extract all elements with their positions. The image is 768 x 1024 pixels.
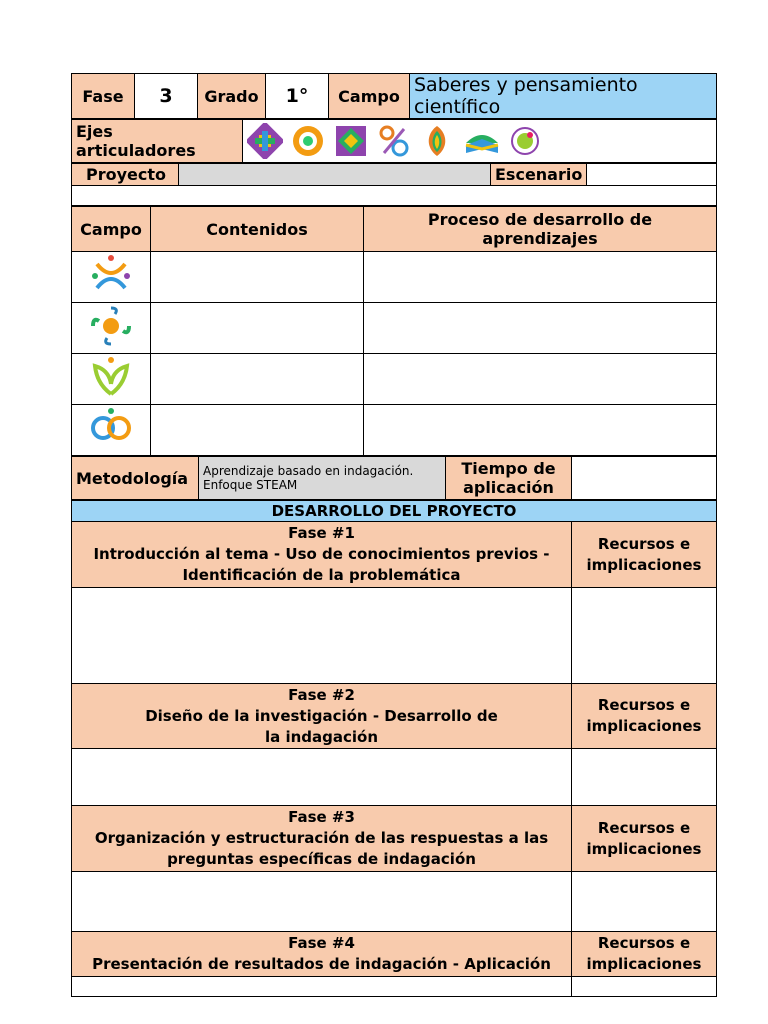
fase-4-content[interactable]: [72, 977, 572, 997]
fase-1-header: [72, 522, 572, 588]
proyecto-value[interactable]: [179, 164, 491, 186]
contenidos-header: Contenidos: [151, 207, 364, 252]
header-table: [71, 73, 717, 119]
fase-4-recursos-content[interactable]: [572, 977, 717, 997]
metodologia-line2: Enfoque STEAM: [203, 478, 298, 492]
fase-4-recursos: Recursos e implicaciones: [572, 932, 717, 977]
pensamiento-critico-icon: [290, 123, 326, 159]
contenidos-cell[interactable]: [151, 354, 364, 405]
fase-1-content[interactable]: [72, 588, 572, 684]
metodologia-label: Metodología: [72, 457, 199, 500]
metodologia-table: [71, 456, 717, 500]
fase-1-recursos: Recursos e implicaciones: [572, 522, 717, 588]
metodologia-line1: Aprendizaje basado en indagación.: [203, 464, 414, 478]
fase-value[interactable]: 3: [135, 74, 198, 119]
escenario-value[interactable]: [587, 164, 717, 186]
lectura-icon: [462, 123, 502, 159]
fase-2-recursos: Recursos e implicaciones: [572, 684, 717, 749]
fase-2-recursos-content[interactable]: [572, 749, 717, 806]
campo-value[interactable]: Saberes y pensamiento científico: [410, 74, 717, 119]
contenidos-table: [71, 206, 717, 456]
fase-2-content[interactable]: [72, 749, 572, 806]
fase-2-header: [72, 684, 572, 749]
etica-naturaleza-icon: [87, 354, 135, 400]
campo-row-icon: [72, 405, 151, 456]
planning-document: [71, 73, 716, 997]
desarrollo-title: DESARROLLO DEL PROYECTO: [72, 501, 717, 522]
fase-3-content[interactable]: [72, 872, 572, 932]
fase-3-recursos-content[interactable]: [572, 872, 717, 932]
fase-3-header: [72, 806, 572, 872]
desarrollo-table: [71, 500, 717, 997]
fase-3-title: Fase #3: [288, 808, 355, 826]
fase-1-desc: Introducción al tema - Uso de conocimientos previos - Identificación de la problemática: [93, 545, 550, 584]
metodologia-value[interactable]: [199, 457, 446, 500]
tiempo-label: Tiempo de aplicación: [446, 457, 572, 500]
campo-row-icon: [72, 303, 151, 354]
contenidos-cell[interactable]: [151, 252, 364, 303]
interculturalidad-icon: [333, 123, 369, 159]
fase-3-recursos: Recursos e implicaciones: [572, 806, 717, 872]
fase-2-desc: Diseño de la investigación - Desarrollo de la indagación: [145, 706, 498, 746]
proceso-cell[interactable]: [364, 405, 717, 456]
spacer-row: [72, 186, 717, 206]
campo-label: Campo: [329, 74, 410, 119]
fase-2-title: Fase #2: [288, 685, 355, 704]
proceso-cell[interactable]: [364, 303, 717, 354]
ejes-icons: [243, 120, 717, 163]
humano-comunitario-icon: [87, 405, 135, 451]
ejes-label: Ejes articuladores: [72, 120, 243, 163]
saberes-icon: [87, 303, 135, 349]
fase-4-desc: Presentación de resultados de indagación - Aplicación: [92, 955, 551, 973]
vida-saludable-icon: [419, 123, 455, 159]
tiempo-value[interactable]: [572, 457, 717, 500]
proceso-cell[interactable]: [364, 354, 717, 405]
lenguajes-icon: [87, 252, 135, 298]
igualdad-genero-icon: [376, 123, 412, 159]
campo-row-icon: [72, 252, 151, 303]
artes-icon: [510, 123, 540, 159]
ejes-table: [71, 119, 717, 163]
contenidos-cell[interactable]: [151, 303, 364, 354]
grado-value[interactable]: 1°: [266, 74, 329, 119]
fase-3-desc: Organización y estructuración de las respuestas a las preguntas específicas de indagación: [94, 829, 549, 868]
fase-1-title: Fase #1: [288, 524, 355, 542]
campo-header: Campo: [72, 207, 151, 252]
grado-label: Grado: [198, 74, 266, 119]
proceso-header: Proceso de desarrollo de aprendizajes: [364, 207, 717, 252]
inclusion-icon: [247, 123, 283, 159]
proceso-cell[interactable]: [364, 252, 717, 303]
fase-label: Fase: [72, 74, 135, 119]
proyecto-label: Proyecto: [72, 164, 179, 186]
contenidos-cell[interactable]: [151, 405, 364, 456]
fase-4-header: [72, 932, 572, 977]
campo-row-icon: [72, 354, 151, 405]
proyecto-table: [71, 163, 717, 206]
escenario-label: Escenario: [491, 164, 587, 186]
fase-4-title: Fase #4: [288, 934, 355, 952]
fase-1-recursos-content[interactable]: [572, 588, 717, 684]
